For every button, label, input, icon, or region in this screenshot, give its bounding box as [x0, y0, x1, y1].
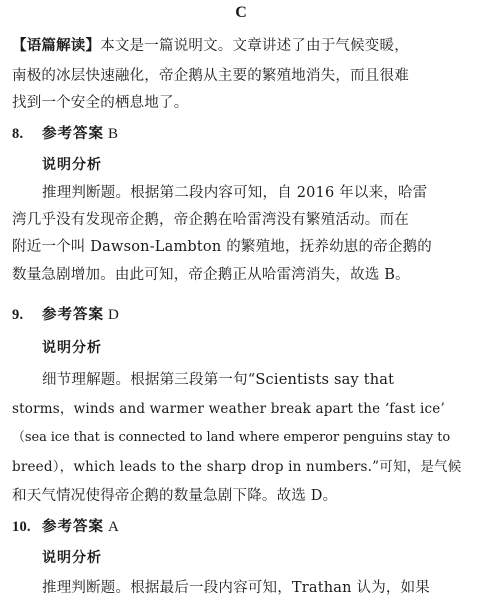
- analysis-label: 说明分析: [42, 340, 102, 356]
- q9-analysis-line-3: （sea ice that is connected to land where emperor penguins stay to: [12, 430, 451, 445]
- q10-analysis-line-1: 推理判断题。根据最后一段内容可知，Trathan 认为，如果: [42, 580, 431, 596]
- answer-letter: B: [108, 126, 119, 142]
- q8-analysis-line-4: 数量急剧增加。由此可知，帝企鹅正从哈雷湾消失，故选 B。: [12, 267, 410, 283]
- question-number: 9.: [12, 307, 24, 323]
- question-number: 8.: [12, 126, 24, 142]
- question-10-answer-row: [12, 517, 119, 537]
- analysis-label: 说明分析: [42, 550, 102, 566]
- question-number: 10.: [12, 519, 31, 535]
- analysis-label: 说明分析: [42, 157, 102, 173]
- answer-label: 参考答案: [42, 307, 104, 323]
- question-9-answer-row: [12, 305, 119, 325]
- q8-analysis-line-2: 湾几乎没有发现帝企鹅，帝企鹅在哈雷湾没有繁殖活动。而在: [12, 212, 409, 228]
- intro-line-1: [12, 36, 470, 56]
- q9-analysis-line-2: storms，winds and warmer weather break apart the ‘fast ice’: [12, 401, 445, 417]
- intro-text-1: 本文是一篇说明文。文章讲述了由于气候变暖，: [100, 38, 409, 54]
- answer-label: 参考答案: [42, 126, 104, 142]
- answer-letter: A: [108, 519, 120, 535]
- q9-analysis-line-5: 和天气情况使得帝企鹅的数量急剧下降。故选 D。: [12, 488, 338, 504]
- intro-label: 【语篇解读】: [12, 38, 101, 54]
- answer-letter: D: [108, 307, 120, 323]
- answer-label: 参考答案: [42, 519, 104, 535]
- q8-analysis-line-1: 推理判断题。根据第二段内容可知，自 2016 年以来，哈雷: [42, 185, 428, 201]
- q9-analysis-line-4: breed），which leads to the sharp drop in numbers.”可知，是气候: [12, 459, 462, 475]
- intro-line-3: 找到一个安全的栖息地了。: [12, 95, 189, 111]
- q8-analysis-line-3: 附近一个叫 Dawson-Lambton 的繁殖地，抚养幼崽的帝企鹅的: [12, 239, 433, 255]
- section-title: C: [235, 4, 247, 21]
- question-8-answer-row: [12, 124, 118, 144]
- q9-analysis-line-1: 细节理解题。根据第三段第一句“Scientists say that: [42, 372, 395, 388]
- intro-line-2: 南极的冰层快速融化，帝企鹅从主要的繁殖地消失，而且很难: [12, 68, 409, 84]
